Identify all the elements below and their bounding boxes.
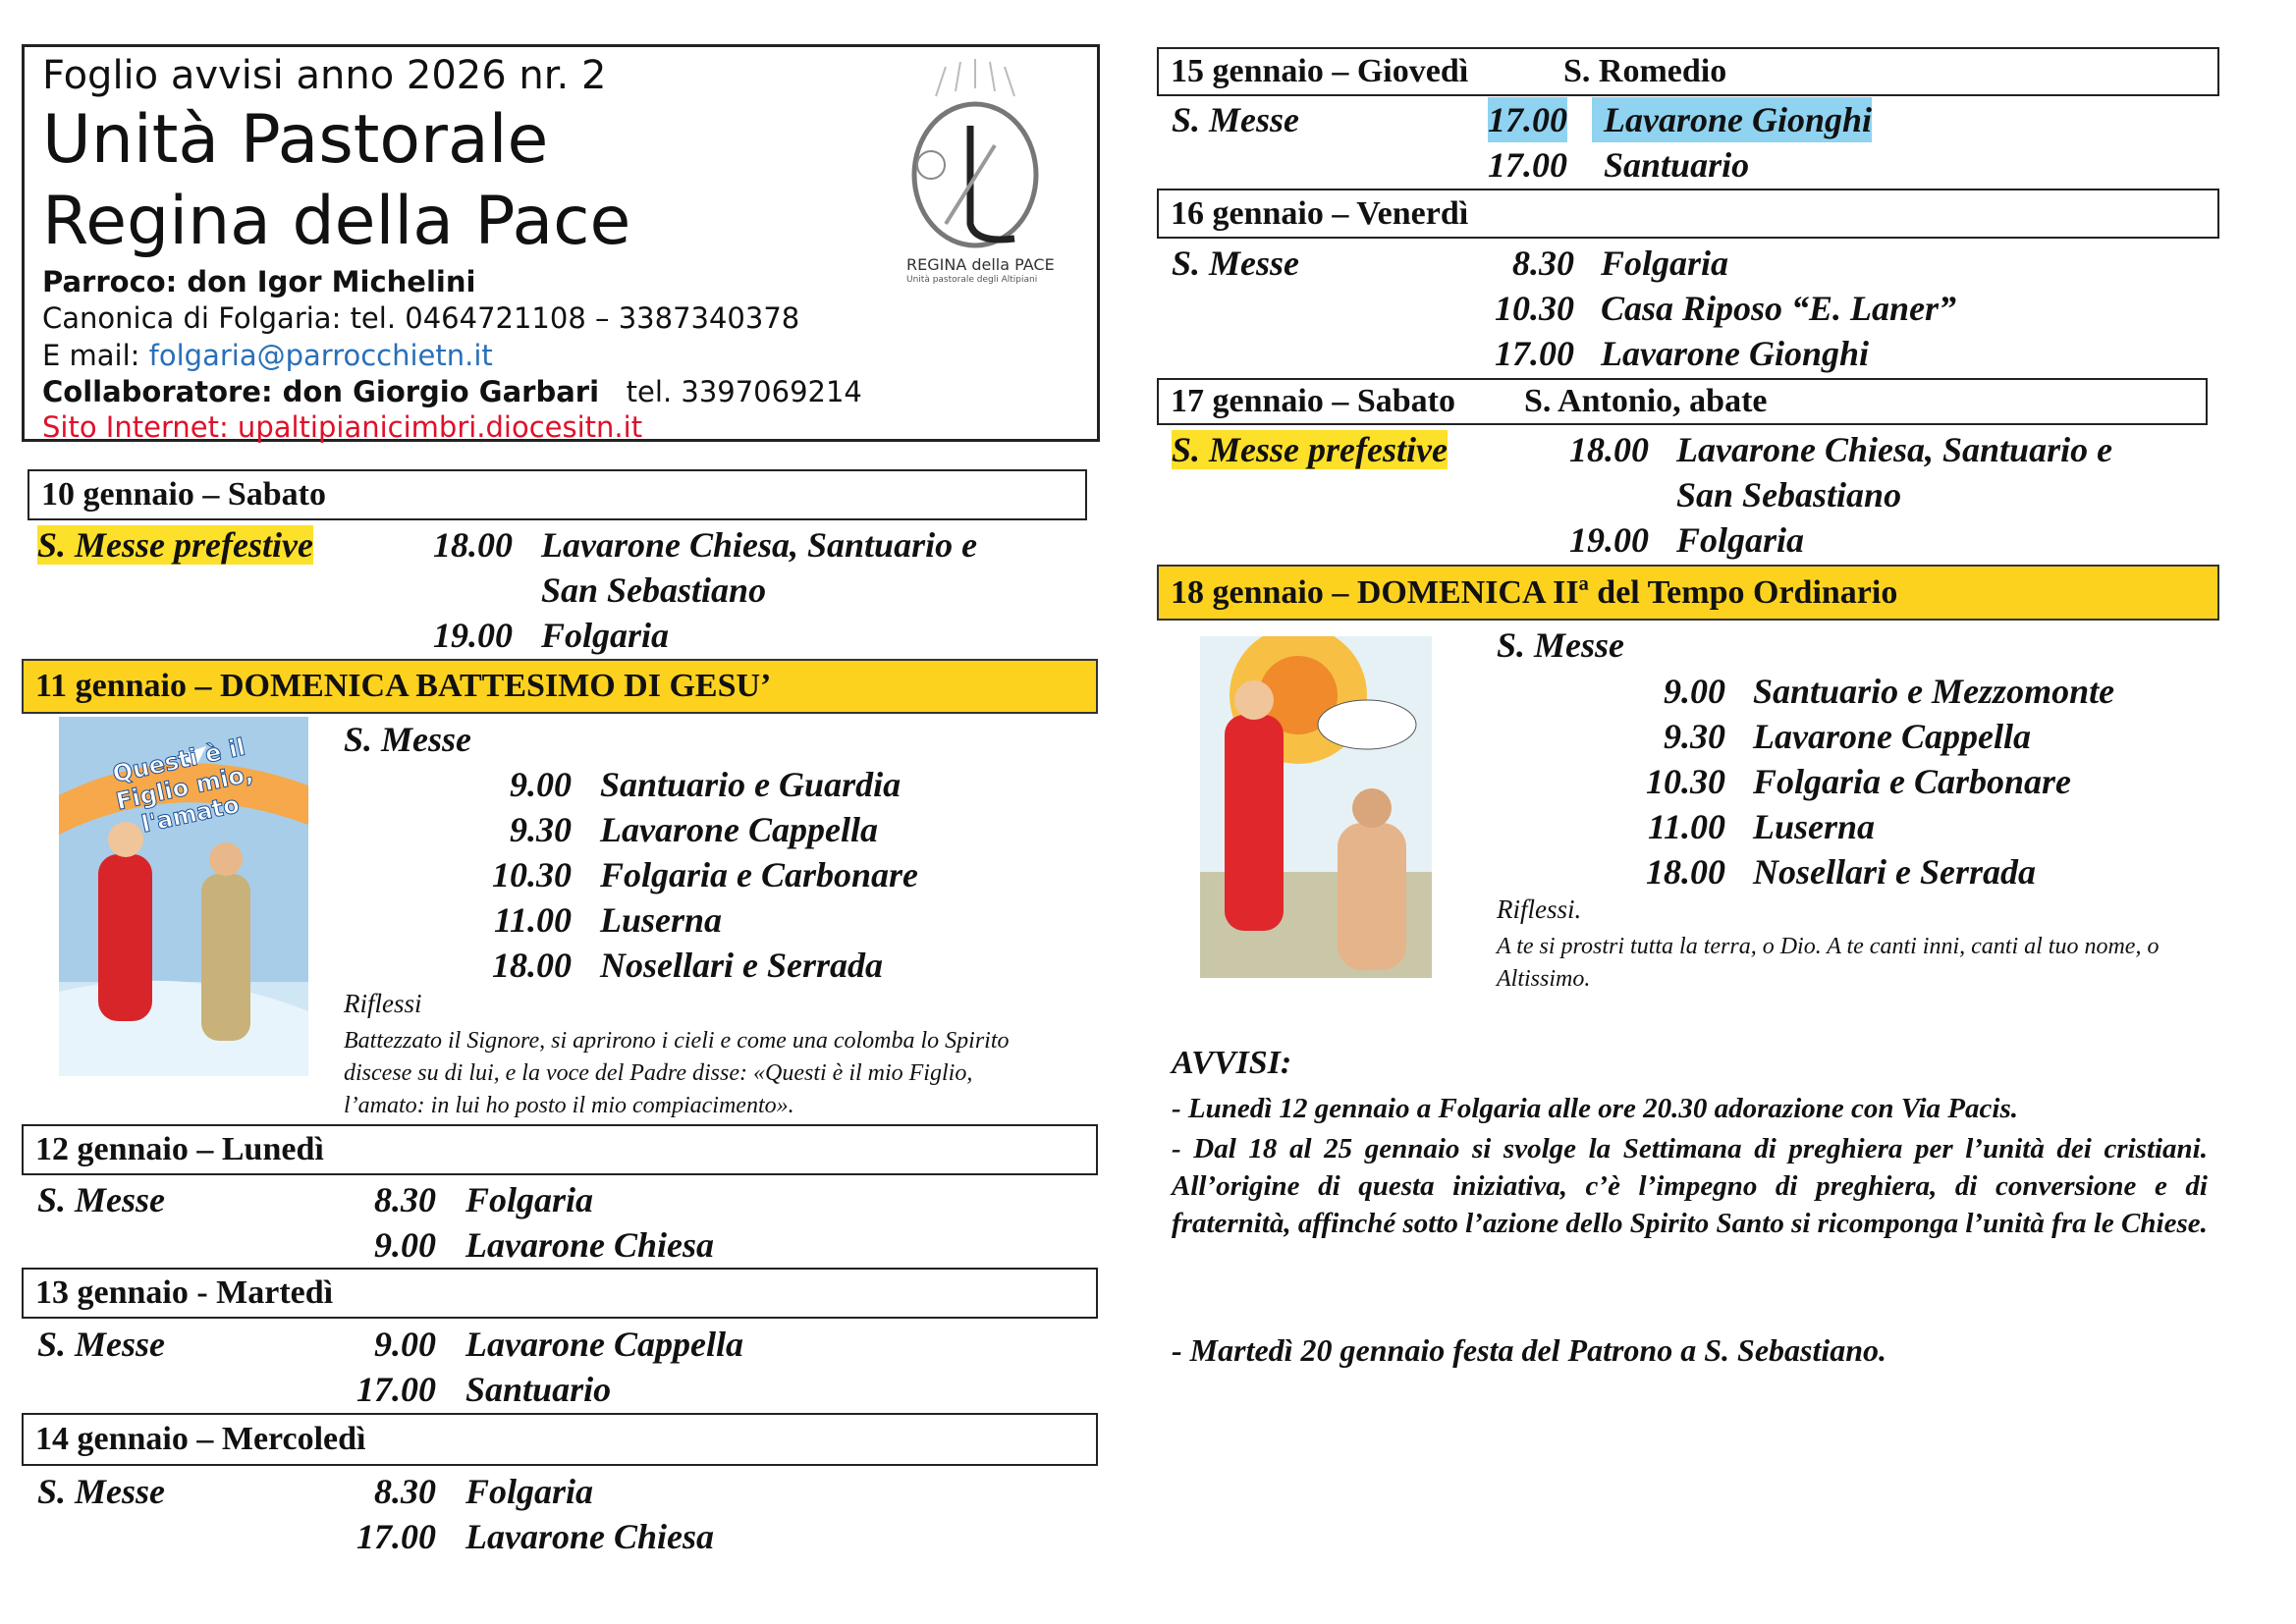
mass-time: 9.00 [1664,672,1725,711]
jesus-john-drawing [1200,636,1432,978]
mass-time: 8.30 [374,1472,436,1511]
sheet-number: Foglio avvisi anno 2026 nr. 2 [42,53,607,98]
mass-location: Lavarone Cappella [600,810,878,849]
day-header-d13 [22,1268,1098,1319]
mass-location: Casa Riposo “E. Laner” [1601,289,1957,328]
avviso-item: - Lunedì 12 gennaio a Folgaria alle ore 20.30 adorazione con Via Pacis. [1172,1093,2018,1124]
mass-time: 10.30 [1495,289,1574,328]
mass-row [0,331,2296,376]
mass-time: 18.00 [492,946,572,985]
saint-of-day: S. Antonio, abate [1524,383,1768,419]
mass-row [0,1367,2296,1412]
collaboratore: Collaboratore: don Giorgio Garbari [42,375,600,408]
day-header-d16 [1157,189,2219,239]
day-title: 15 gennaio – Giovedì [1171,53,1469,89]
mass-time: 18.00 [1569,430,1649,469]
collaboratore-line [42,375,862,408]
mass-row [0,1469,2296,1514]
mass-time: 9.00 [510,765,572,804]
mass-time: 17.00 [1495,334,1574,373]
riflessi-text: A te si prostri tutta la terra, o Dio. A te canti inni, canti al tuo nome, o Altissimo. [1497,934,2159,992]
mass-time: 17.00 [1488,97,1567,142]
mass-row [0,142,2296,188]
website[interactable]: Sito Internet: upaltipianicimbri.diocesitn.it [42,410,643,444]
day-title: 16 gennaio – Venerdì [1171,195,1469,232]
mass-time: 19.00 [433,616,513,655]
avvisi-title: AVVISI: [1172,1045,1292,1081]
day-header-d12 [22,1124,1098,1175]
image-caption: Questi è il Figlio mio, l'amato [110,732,256,839]
mass-label [1497,623,1624,668]
day-header-d14 [22,1413,1098,1466]
mass-time: 11.00 [1647,807,1725,846]
mass-location: Folgaria e Carbonare [1753,762,2072,801]
day-header-d18 [1157,565,2219,621]
riflessi-title: Riflessi [344,989,422,1018]
avviso-item: - Dal 18 al 25 gennaio si svolge la Settimana di preghiera per l’unità dei cristiani. All’origine di questa iniziativa, c’è l’impegno di preghiera, di conversione e di fraternità, affinché sotto l’azione dello Spirito Santo si ricomponga l’unità fra le Chiese. [1172,1133,2208,1239]
mass-location: Nosellari e Serrada [1753,852,2036,892]
day-title: 10 gennaio – Sabato [41,476,326,513]
day-header-d17 [1157,378,2208,425]
mass-location: Santuario e Mezzomonte [1753,672,2115,711]
saint-of-day: S. Romedio [1563,53,1727,89]
mass-location: Luserna [1753,807,1876,846]
jesus-john-illustration [1200,636,1432,978]
canonica-phone: Canonica di Folgaria: tel. 0464721108 – 3387340378 [42,301,800,335]
mass-time: 9.00 [374,1325,436,1364]
day-title: 12 gennaio – Lunedì [35,1131,324,1167]
mass-row [0,517,2296,563]
mass-time: 9.00 [374,1225,436,1265]
mass-label-text: S. Messe [1497,625,1625,665]
mass-location: Lavarone Chiesa [465,1225,715,1265]
mass-location: Lavarone Cappella [1753,717,2031,756]
mass-time: 17.00 [356,1517,436,1556]
mass-time: 10.30 [1646,762,1725,801]
mass-location: Lavarone Gionghi [1592,97,1872,142]
mass-location: Nosellari e Serrada [600,946,883,985]
mass-time: 9.30 [510,810,572,849]
mass-location: Lavarone Chiesa, Santuario e [1676,430,2113,469]
page-title: Unità Pastorale [42,101,549,179]
mass-time: 10.30 [492,855,572,894]
mass-row [0,849,2296,894]
mass-time: 18.00 [433,525,513,565]
mass-location: Folgaria [465,1180,594,1219]
mass-location: Folgaria [1601,244,1729,283]
mass-time: 19.00 [1569,520,1649,560]
mass-time: 9.30 [1664,717,1725,756]
mass-row [0,427,2296,472]
mass-row [0,759,2296,804]
mass-label-text: S. Messe [37,1325,166,1364]
riflessi-text: Battezzato il Signore, si aprirono i cieli e come una colomba lo Spirito discese su di lui, e la voce del Padre disse: «Questi è il mio Figlio, l’amato: in lui ho posto il mio compiacimento». [344,1028,1010,1118]
day-title: 14 gennaio – Mercoledì [35,1421,366,1457]
mass-time: 11.00 [493,900,572,940]
mass-label-text: S. Messe [1172,244,1300,283]
day-title: 18 gennaio – DOMENICA IIª del Tempo Ordinario [1171,574,1898,611]
mass-row [0,804,2296,849]
mass-time: 17.00 [356,1370,436,1409]
mass-label-text: S. Messe [1172,100,1300,139]
mass-location: Santuario [465,1370,612,1409]
mass-time: 17.00 [1488,145,1567,185]
riflessi-title: Riflessi. [1497,894,1582,924]
mass-label-text: S. Messe [37,1180,166,1219]
mass-location: Folgaria [541,616,670,655]
mass-time: 8.30 [1512,244,1574,283]
mass-row [0,97,2296,142]
day-header-d15 [1157,47,2219,96]
logo-text: REGINA della PACE [906,255,1055,274]
mass-time: 18.00 [1646,852,1725,892]
day-title: 17 gennaio – Sabato [1171,383,1455,419]
mass-label-text: S. Messe prefestive [37,525,313,565]
parroco: Parroco: don Igor Michelini [42,265,476,298]
collaboratore-phone: tel. 3397069214 [626,375,862,408]
mass-row [0,286,2296,331]
logo-subtext: Unità pastorale degli Altipiani [906,275,1038,285]
mass-location: Lavarone Chiesa [465,1517,715,1556]
mass-location: San Sebastiano [541,570,767,610]
page-subtitle: Regina della Pace [42,183,631,260]
mass-row [0,1514,2296,1559]
mass-location: Lavarone Chiesa, Santuario e [541,525,978,565]
mass-location: Folgaria [465,1472,594,1511]
mass-row [0,472,2296,517]
mass-location: Folgaria [1676,520,1805,560]
mass-row [0,241,2296,286]
mass-location: San Sebastiano [1676,475,1902,514]
email-label: E mail: [42,339,149,372]
mass-label-text: S. Messe prefestive [1172,430,1448,469]
day-title: 11 gennaio – DOMENICA BATTESIMO DI GESU’ [35,668,772,704]
mass-location: Folgaria e Carbonare [600,855,919,894]
mass-time: 8.30 [374,1180,436,1219]
mass-location: Santuario [1604,145,1750,185]
mass-row [0,714,2296,759]
day-title: 13 gennaio - Martedì [35,1274,334,1311]
mass-location: Luserna [600,900,723,940]
mass-row [0,669,2296,714]
mass-location: Lavarone Gionghi [1601,334,1870,373]
baptism-illustration [59,717,308,1076]
email-link[interactable]: folgaria@parrocchietn.it [148,339,493,372]
mass-location: Santuario e Guardia [600,765,902,804]
mass-label-text: S. Messe [344,720,472,759]
mass-location: Lavarone Cappella [465,1325,743,1364]
avviso-item: - Martedì 20 gennaio festa del Patrono a S. Sebastiano. [1172,1332,1887,1368]
mass-label-text: S. Messe [37,1472,166,1511]
